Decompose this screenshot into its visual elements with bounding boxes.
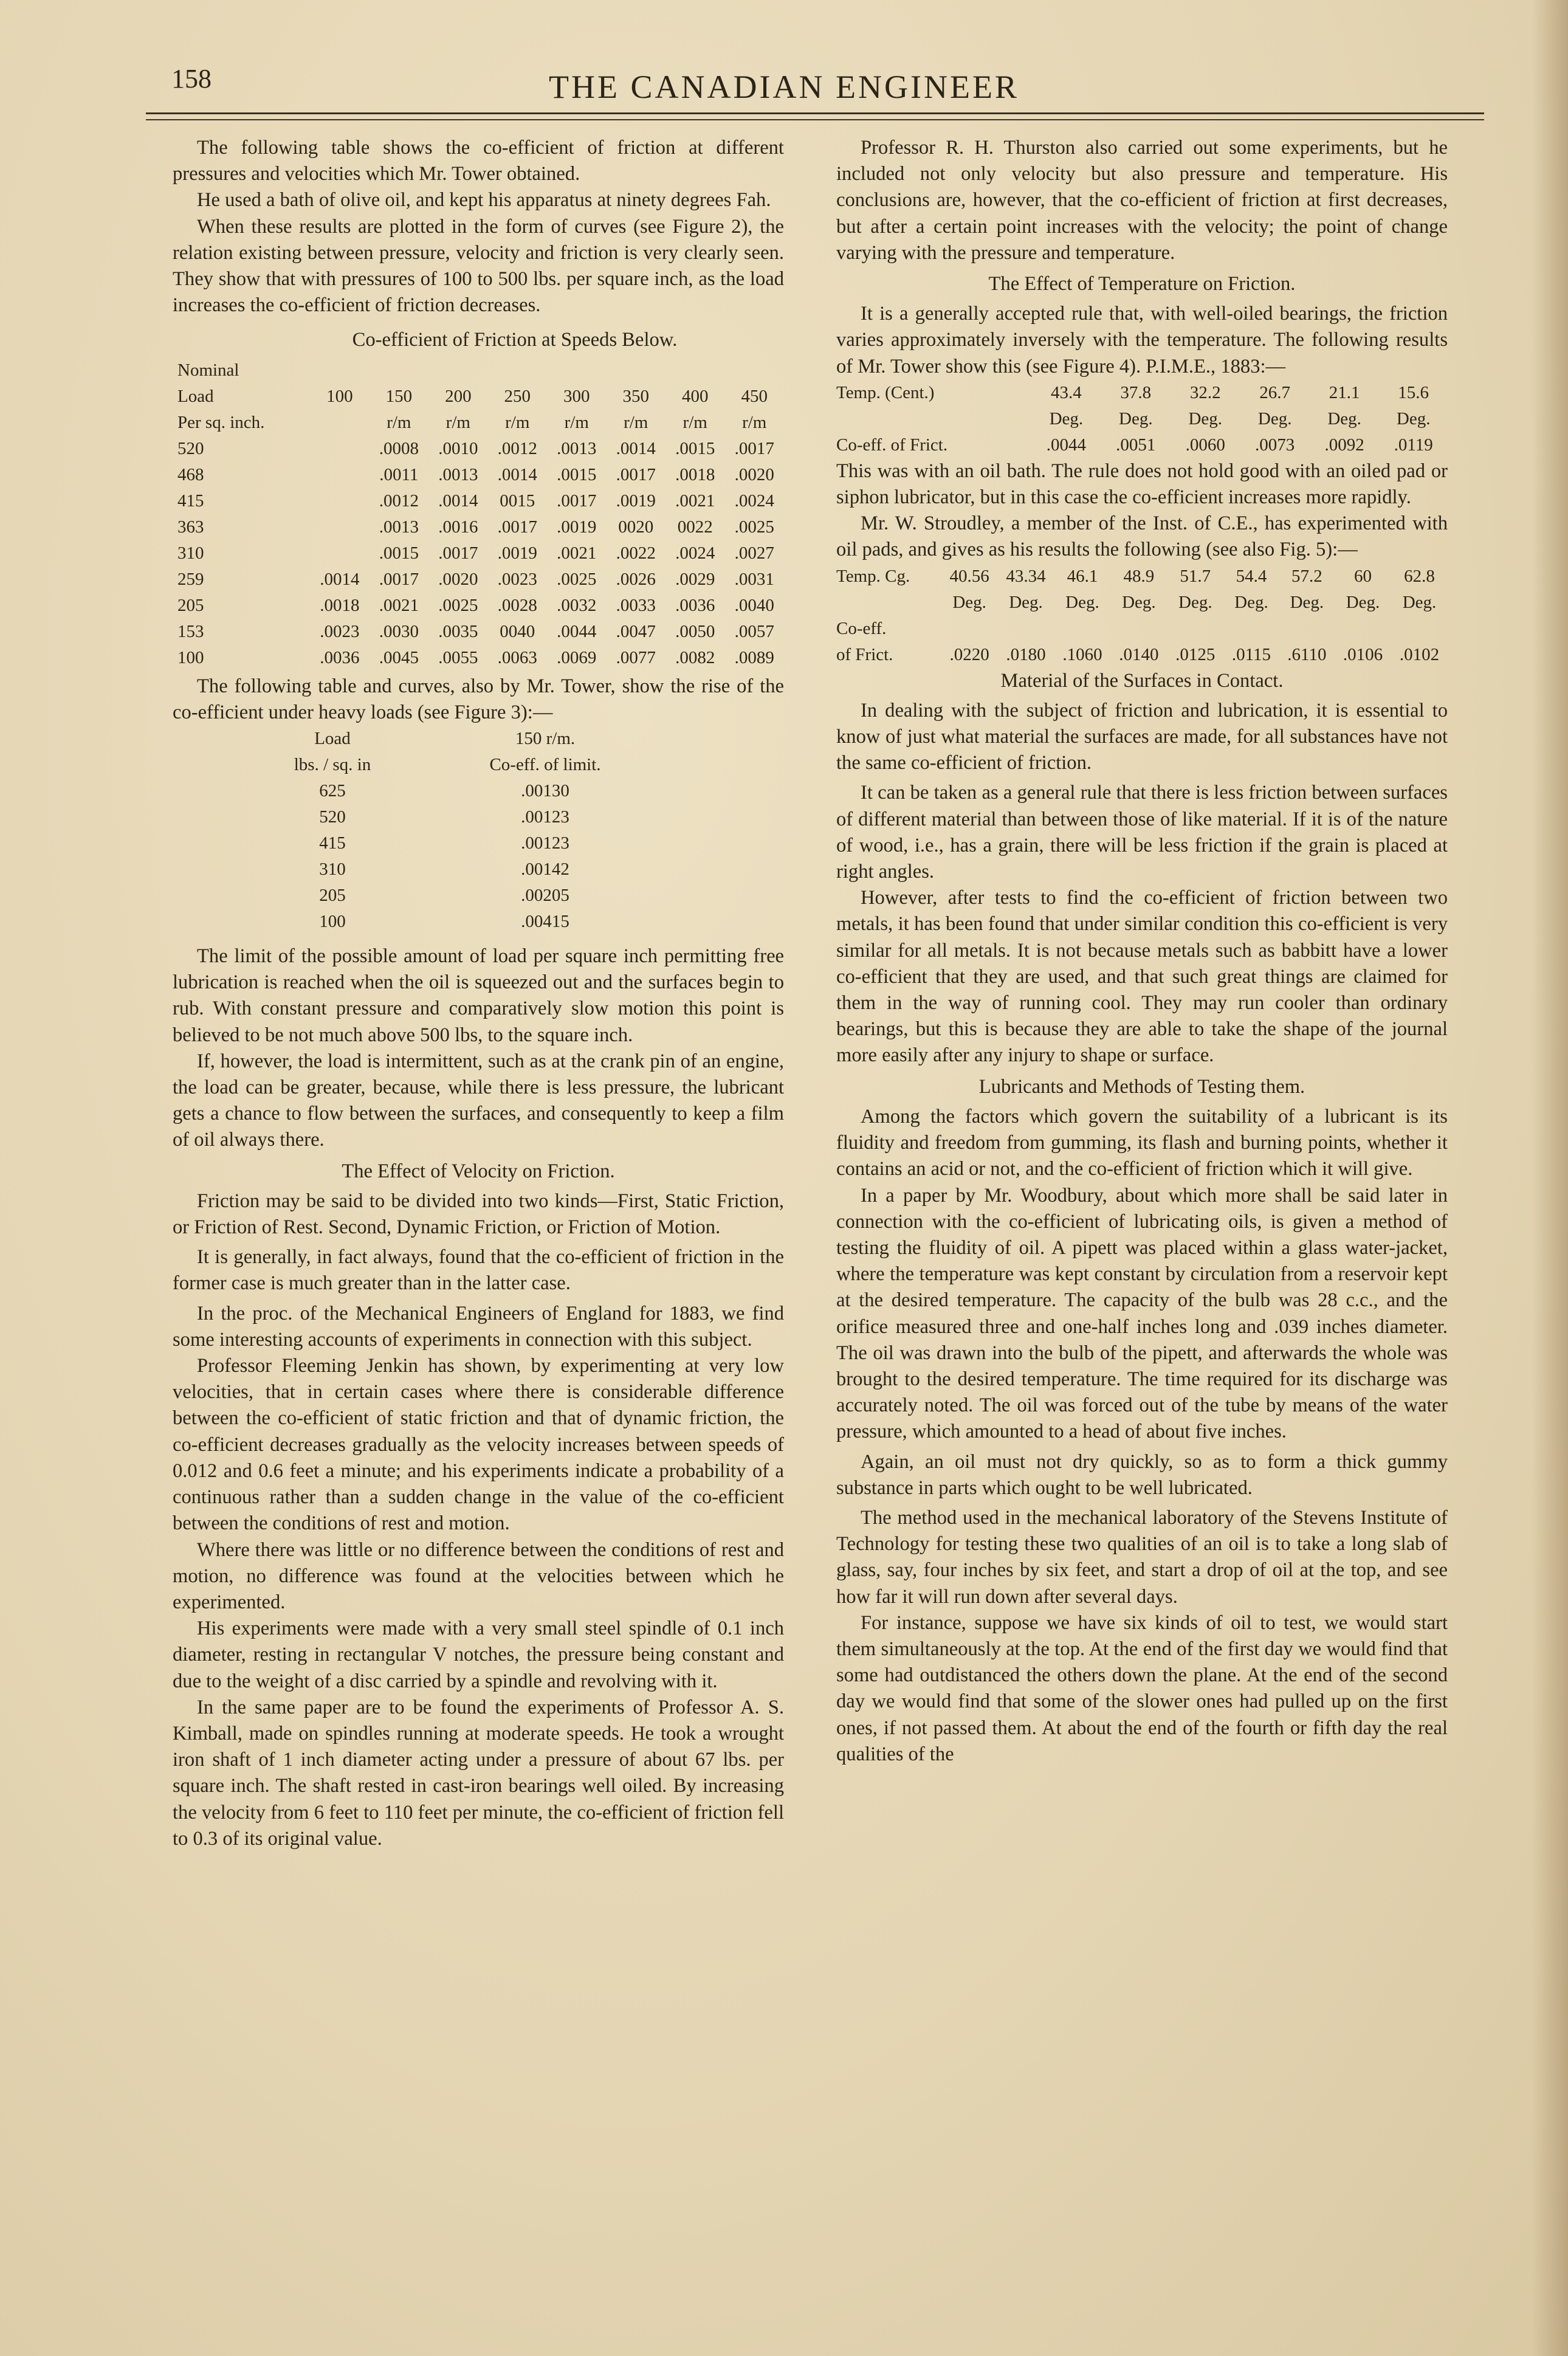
paragraph: The limit of the possible amount of load per square inch permitting free lubrication is reached when the oil is squeezed out and the surfaces begin to rub. With constant pressure and comparatively slow motion this point is believed to be not much above 500 lbs, to the square inch. <box>173 945 784 1046</box>
table-cell: .0089 <box>734 647 774 667</box>
table-cell: 0015 <box>500 491 535 511</box>
table-cell: .0069 <box>557 647 597 667</box>
table-cell: 0020 <box>618 517 654 537</box>
table-cell: Deg. <box>1122 592 1156 612</box>
table-cell: 46.1 <box>1067 566 1098 586</box>
table-cell: Deg. <box>1396 408 1431 429</box>
table-cell <box>310 436 369 462</box>
table-cell: 62.8 <box>1404 566 1435 586</box>
table-cell: .0180 <box>1006 644 1046 664</box>
table-cell: r/m <box>624 412 648 432</box>
paragraph: Where there was little or no difference between the conditions of rest and motion, no difference was found at the velocities between which he experimented. <box>173 1538 784 1613</box>
table-cell <box>665 357 724 384</box>
table-cell: .6110 <box>1287 644 1327 664</box>
table-cell: .0021 <box>675 491 715 511</box>
table-cell: .0015 <box>379 543 419 563</box>
table-cell: lbs. / sq. in <box>294 755 371 775</box>
paragraph: Mr. W. Stroudley, a member of the Inst. of C.E., has experimented with oil pads, and gives as his results the following (see also Fig. 5):— <box>836 512 1448 561</box>
table-cell: .0045 <box>379 647 419 667</box>
table-cell: .0012 <box>379 491 419 511</box>
table-cell: r/m <box>683 412 707 432</box>
paragraph: The following table shows the co-efficient of friction at different pressures and velocities which Mr. Tower obtained. <box>173 137 784 185</box>
paragraph: He used a bath of olive oil, and kept his apparatus at ninety degrees Fah. <box>197 189 771 212</box>
table-row <box>173 645 784 671</box>
table-cell: .0017 <box>438 543 478 563</box>
table-cell: .0063 <box>497 647 537 667</box>
table-cell: .0024 <box>675 543 715 563</box>
table-cell: .0073 <box>1255 435 1295 455</box>
table-header-row <box>173 410 784 436</box>
table-cell: 57.2 <box>1291 566 1322 586</box>
paragraph: His experiments were made with a very small steel spindle of 0.1 inch diameter, resting in rectangular V notches, the pressure being constant and due to the weight of a disc carried by a spindle and revolving with it. <box>173 1617 784 1692</box>
table-cell: .0115 <box>1231 644 1271 664</box>
section-heading: The Effect of Temperature on Friction. <box>988 273 1296 295</box>
friction-table <box>173 357 784 671</box>
table-cell: .00142 <box>521 859 569 880</box>
table-cell: .0060 <box>1185 435 1225 455</box>
table-cell: 100 <box>177 647 204 667</box>
table-header-row <box>173 357 784 384</box>
table-cell: .0017 <box>616 464 656 484</box>
table-cell: Deg. <box>952 592 986 612</box>
paragraph: It can be taken as a general rule that there is less friction between surfaces of different material than between those of like material. If it is of the nature of wood, i.e., has a grain, there will be less friction if the grain is placed at right angles. <box>836 782 1448 883</box>
table-cell: Temp. (Cent.) <box>836 382 935 402</box>
table-cell: .0019 <box>616 491 656 511</box>
table-cell <box>998 616 1054 642</box>
table-cell: .0017 <box>497 517 537 537</box>
table-cell: .00123 <box>521 833 569 853</box>
table-cell: Deg. <box>1257 408 1292 429</box>
table-cell: 250 <box>504 386 531 406</box>
table-cell: 310 <box>177 543 204 563</box>
table-cell: 625 <box>319 781 346 801</box>
table-cell: 40.56 <box>949 566 989 586</box>
table-cell: 37.8 <box>1120 382 1152 402</box>
heavy-load-table <box>246 726 671 935</box>
table-cell: of Frict. <box>836 644 893 664</box>
table-row <box>246 856 671 883</box>
table-cell <box>310 514 369 540</box>
table-row <box>246 883 671 909</box>
table-cell <box>310 357 369 384</box>
table-cell: .0027 <box>734 543 774 563</box>
table-row <box>836 380 1448 406</box>
table-cell: 32.2 <box>1189 382 1221 402</box>
table-cell: Deg. <box>1065 592 1099 612</box>
table-row <box>173 436 784 462</box>
table-cell <box>1391 616 1448 642</box>
section-heading: Material of the Surfaces in Contact. <box>1000 669 1284 692</box>
table-row <box>836 563 1448 590</box>
table-cell: 150 <box>385 386 413 406</box>
table-cell: .0021 <box>557 543 597 563</box>
table-cell: .0018 <box>320 595 360 615</box>
table-row <box>173 593 784 619</box>
table-cell: 48.9 <box>1123 566 1155 586</box>
table-row <box>246 804 671 830</box>
table-cell: .0023 <box>320 621 360 641</box>
table-cell: .0106 <box>1343 644 1383 664</box>
table-cell <box>1110 616 1167 642</box>
section-heading: The Effect of Velocity on Friction. <box>342 1160 615 1182</box>
table-cell: 468 <box>177 464 204 484</box>
table-cell <box>836 406 1031 432</box>
heavy-load-table-body <box>246 726 671 935</box>
table-cell: .0030 <box>379 621 419 641</box>
table-cell: .0140 <box>1119 644 1159 664</box>
table-cell <box>1335 616 1391 642</box>
table-cell: .0025 <box>438 595 478 615</box>
table-cell: r/m <box>742 412 767 432</box>
table-cell: .0029 <box>675 569 715 589</box>
table-cell: .0077 <box>616 647 656 667</box>
table-cell: 26.7 <box>1259 382 1291 402</box>
paragraph: It is generally, in fact always, found that the co-efficient of friction in the former case is much greater than in the latter case. <box>173 1246 784 1295</box>
table-cell: 400 <box>681 386 709 406</box>
table-cell: 363 <box>177 517 204 537</box>
paragraph: For instance, suppose we have six kinds of oil to test, we would start them simultaneously at the top. At the end of the first day we would find that some had outdistanced the others down the plane. At the end of the second day we would find that some of the slower ones had pulled up on the first ones, if not passed them. At about the end of the fourth or fifth day the real qualities of the <box>836 1611 1448 1765</box>
table-row <box>836 590 1448 616</box>
table-cell: 0022 <box>677 517 713 537</box>
table-cell: .0014 <box>497 464 537 484</box>
paragraph: However, after tests to find the co-efficient of friction between two metals, it has been found that under similar condition this co-efficient is very similar for all metals. It is not because metals such as babbitt have a lower co-efficient that they are used, and that such great things are claimed for them in the way of running cool. They may run cooler than ordinary bearings, but this is because they are able to take the shape of the journal more easily after any injury to shape or surface. <box>836 887 1448 1067</box>
stroudley-table <box>836 563 1448 668</box>
table-cell: .0021 <box>379 595 419 615</box>
paragraph: This was with an oil bath. The rule does not hold good with an oiled pad or siphon lubricator, but in this case the co-efficient increases more rapidly. <box>836 460 1448 509</box>
table-cell: .0020 <box>734 464 774 484</box>
table-cell <box>310 462 369 488</box>
table-cell: Temp. Cg. <box>836 566 910 586</box>
header-rule-thin <box>146 119 1484 120</box>
table-cell: 150 r/m. <box>515 729 576 749</box>
table-cell: .0017 <box>379 569 419 589</box>
table-cell: .0020 <box>438 569 478 589</box>
table-cell: .0013 <box>379 517 419 537</box>
table-cell: .0044 <box>1046 435 1086 455</box>
paragraph: In a paper by Mr. Woodbury, about which more shall be said later in connection with the co-efficient of lubricating oils, is given a method of testing the fluidity of oil. A pipett was placed within a glass water-jacket, where the temperature was kept constant by circulation from a reservoir kept at the desired temperature. The capacity of the bulb was 28 c.c., and the orifice measured three and one-half inches long and .039 inches diameter. The oil was drawn into the bulb of the pipett, and afterwards the whole was brought to the desired temperature. The time required for its discharge was accurately noted. The oil was forced out of the tube by means of the water pressure, which amounted to a head of about five inches. <box>836 1184 1448 1443</box>
table-cell: .00123 <box>521 807 569 827</box>
table-cell: .0026 <box>616 569 656 589</box>
table-cell: Co-eff. of limit. <box>489 755 601 775</box>
table-cell: 0040 <box>500 621 535 641</box>
page-number: 158 <box>171 64 211 94</box>
table-cell: Deg. <box>1402 592 1437 612</box>
table-cell: .0031 <box>734 569 774 589</box>
paragraph: If, however, the load is intermittent, such as at the crank pin of an engine, the load can be greater, because, while there is less pressure, the lubricant gets a chance to flow between the surfaces, and consequently to keep a film of oil always there. <box>173 1050 784 1151</box>
table-cell: r/m <box>387 412 411 432</box>
table-cell: r/m <box>505 412 530 432</box>
table-cell: Load <box>314 729 351 749</box>
table-cell: .0057 <box>734 621 774 641</box>
table-cell: 51.7 <box>1180 566 1211 586</box>
table-cell <box>606 357 665 384</box>
right-column <box>836 135 1448 1768</box>
table-cell: 200 <box>445 386 472 406</box>
table-cell: .0014 <box>320 569 360 589</box>
table-cell: 21.1 <box>1329 382 1360 402</box>
paragraph: Professor Fleeming Jenkin has shown, by experimenting at very low velocities, that in certain cases where there is considerable difference between the co-efficient of static friction and that of dynamic friction, the co-efficient decreases gradually as the velocity increases between speeds of 0.012 and 0.6 feet a minute; and his experiments indicate a probability of a continuous rather than a sudden change in the value of the co-efficient between the conditions of rest and motion. <box>173 1355 784 1535</box>
table-row <box>173 619 784 645</box>
table-cell: 100 <box>326 386 353 406</box>
page-edge-shadow <box>1532 0 1568 2356</box>
table-cell: Deg. <box>1188 408 1223 429</box>
table-cell <box>488 357 547 384</box>
table-cell <box>547 357 606 384</box>
table-cell: .0050 <box>675 621 715 641</box>
table-cell: .0047 <box>616 621 656 641</box>
table-cell: 300 <box>563 386 590 406</box>
table-row <box>246 830 671 856</box>
table-row <box>246 778 671 804</box>
table-header-row <box>246 726 671 752</box>
table-row <box>173 540 784 567</box>
table-row <box>246 909 671 935</box>
table-cell: 153 <box>177 621 204 641</box>
table-cell: Deg. <box>1049 408 1084 429</box>
table-cell: Deg. <box>1290 592 1324 612</box>
table-cell: .0119 <box>1394 435 1433 455</box>
table-header-row <box>246 752 671 778</box>
table-cell: .0017 <box>734 438 774 458</box>
table-row <box>173 488 784 514</box>
table-cell: .00130 <box>521 781 569 801</box>
table-cell: 54.4 <box>1236 566 1267 586</box>
table-cell: 43.34 <box>1006 566 1046 586</box>
table-cell: 415 <box>177 491 204 511</box>
table-cell: .0016 <box>438 517 478 537</box>
table-cell: Co-eff. of Frict. <box>836 435 948 455</box>
section-heading: Lubricants and Methods of Testing them. <box>978 1075 1305 1098</box>
table-cell <box>1279 616 1335 642</box>
paragraph: The following table and curves, also by Mr. Tower, show the rise of the co-efficient under heavy loads (see Figure 3):— <box>173 675 784 723</box>
paragraph: Again, an oil must not dry quickly, so as to form a thick gummy substance in parts which ought to be well lubricated. <box>836 1450 1448 1499</box>
table-cell: .0018 <box>675 464 715 484</box>
table-cell: .0033 <box>616 595 656 615</box>
table-cell <box>428 357 487 384</box>
table-cell: Deg. <box>1119 408 1153 429</box>
table-cell <box>836 590 941 616</box>
table-cell: Nominal <box>177 360 239 380</box>
table-cell: 259 <box>177 569 204 589</box>
table-cell <box>310 410 369 436</box>
table-cell: Deg. <box>1346 592 1380 612</box>
paragraph: Professor R. H. Thurston also carried out some experiments, but he included not only velocity but also pressure and temperature. His conclusions are, however, that the co-efficient of friction at first decreases, but after a certain point increases with the velocity; the point of change varying with the pressure and temperature. <box>836 137 1448 264</box>
table-cell: 350 <box>622 386 649 406</box>
table-cell: 415 <box>319 833 346 853</box>
table-row <box>173 567 784 593</box>
table-cell: .0015 <box>557 464 597 484</box>
table-cell: r/m <box>445 412 470 432</box>
friction-table-body <box>173 357 784 671</box>
table-cell: Deg. <box>1178 592 1212 612</box>
table-cell: .0051 <box>1116 435 1156 455</box>
table-cell: Load <box>177 386 214 406</box>
table-cell: 60 <box>1354 566 1372 586</box>
left-column <box>173 135 784 1852</box>
table-cell: .0035 <box>438 621 478 641</box>
paragraph: Among the factors which govern the suitability of a lubricant is its fluidity and freedom from gumming, its flash and burning points, whether it contains an acid or not, and the co-efficient of friction which it will give. <box>836 1105 1448 1180</box>
table-cell: 205 <box>177 595 204 615</box>
table-cell: .00415 <box>521 912 569 932</box>
paragraph: The method used in the mechanical laboratory of the Stevens Institute of Technology for testing these two qualities of an oil is to take a long slab of glass, say, four inches by six feet, and start a drop of oil at the top, and see how far it will run down after several days. <box>836 1506 1448 1608</box>
table-row <box>836 432 1448 458</box>
table-cell: .0024 <box>734 491 774 511</box>
table-cell: r/m <box>564 412 589 432</box>
table-cell: .0012 <box>497 438 537 458</box>
table-cell: .0014 <box>616 438 656 458</box>
table-cell <box>941 616 998 642</box>
stroudley-table-body <box>836 563 1448 668</box>
table-cell <box>310 488 369 514</box>
table-cell: .0011 <box>379 464 419 484</box>
temperature-table <box>836 380 1448 458</box>
table-cell <box>310 540 369 567</box>
table-cell: .0044 <box>557 621 597 641</box>
table-cell: .0125 <box>1175 644 1216 664</box>
table-cell: .0032 <box>557 595 597 615</box>
table-cell: 205 <box>319 886 346 906</box>
table-cell: .0013 <box>438 464 478 484</box>
table-cell <box>1223 616 1279 642</box>
table-cell: .0220 <box>949 644 989 664</box>
table-cell <box>724 357 784 384</box>
table-cell: .0023 <box>497 569 537 589</box>
table-cell: .0036 <box>320 647 360 667</box>
table-cell: .0092 <box>1324 435 1364 455</box>
paragraph: In the proc. of the Mechanical Engineers of England for 1883, we find some interesting accounts of experiments in connection with this subject. <box>173 1302 784 1351</box>
table-cell: 520 <box>177 438 204 458</box>
paragraph: It is a generally accepted rule that, with well-oiled bearings, the friction varies approximately inversely with the temperature. The following results of Mr. Tower show this (see Figure 4). P.I.M.E., 1883:— <box>836 303 1448 377</box>
table-cell: .0040 <box>734 595 774 615</box>
paragraph: Friction may be said to be divided into two kinds—First, Static Friction, or Friction of Rest. Second, Dynamic Friction, or Friction of Motion. <box>173 1190 784 1239</box>
table-row <box>836 406 1448 432</box>
table-cell: .0102 <box>1399 644 1440 664</box>
running-header: THE CANADIAN ENGINEER <box>549 69 1019 105</box>
table-cell: .0022 <box>616 543 656 563</box>
table-cell: Per sq. inch. <box>177 412 265 432</box>
header-rule <box>146 112 1484 114</box>
table-cell: .0013 <box>557 438 597 458</box>
table-cell: Deg. <box>1009 592 1043 612</box>
table-cell: .0055 <box>438 647 478 667</box>
table-cell: .0019 <box>557 517 597 537</box>
table-cell <box>1054 616 1110 642</box>
table-row <box>173 514 784 540</box>
table-cell: 43.4 <box>1050 382 1082 402</box>
table-row <box>836 616 1448 642</box>
temperature-table-body <box>836 380 1448 458</box>
table-cell: 310 <box>319 859 346 880</box>
table-cell: Co-eff. <box>836 618 887 638</box>
table-title: Co-efficient of Friction at Speeds Below. <box>352 329 678 351</box>
table-cell: .0019 <box>497 543 537 563</box>
paragraph: In the same paper are to be found the experiments of Professor A. S. Kimball, made on spindles running at moderate speeds. He took a wrought iron shaft of 1 inch diameter acting under a pressure of about 67 lbs. per square inch. The shaft rested in cast-iron bearings well oiled. By increasing the velocity from 6 feet to 110 feet per minute, the co-efficient of friction fell to 0.3 of its original value. <box>173 1696 784 1850</box>
table-cell: 520 <box>319 807 346 827</box>
table-cell: .0015 <box>675 438 715 458</box>
table-cell <box>370 357 428 384</box>
table-cell: .0017 <box>557 491 597 511</box>
table-cell: .0036 <box>675 595 715 615</box>
paragraph: In dealing with the subject of friction and lubrication, it is essential to know of just what material the surfaces are made, for all substances have not the same co-efficient of friction. <box>836 699 1448 774</box>
table-cell: 100 <box>319 912 346 932</box>
table-cell: 15.6 <box>1398 382 1429 402</box>
table-cell: .0028 <box>497 595 537 615</box>
table-cell: .0010 <box>438 438 478 458</box>
table-cell <box>1167 616 1223 642</box>
table-row <box>173 462 784 488</box>
table-cell: .0025 <box>734 517 774 537</box>
paragraph: When these results are plotted in the form of curves (see Figure 2), the relation existing between pressure, velocity and friction is very clearly seen. They show that with pressures of 100 to 500 lbs. per square inch, as the load increases the co-efficient of friction decreases. <box>173 215 784 317</box>
table-cell: 450 <box>741 386 768 406</box>
table-header-row <box>173 384 784 410</box>
table-cell: .0025 <box>557 569 597 589</box>
table-cell: .0082 <box>675 647 715 667</box>
table-cell: Deg. <box>1327 408 1361 429</box>
table-cell: .1060 <box>1062 644 1102 664</box>
table-cell: .00205 <box>521 886 569 906</box>
table-cell: .0014 <box>438 491 478 511</box>
table-row <box>836 642 1448 668</box>
table-cell: .0008 <box>379 438 419 458</box>
table-cell: Deg. <box>1234 592 1268 612</box>
